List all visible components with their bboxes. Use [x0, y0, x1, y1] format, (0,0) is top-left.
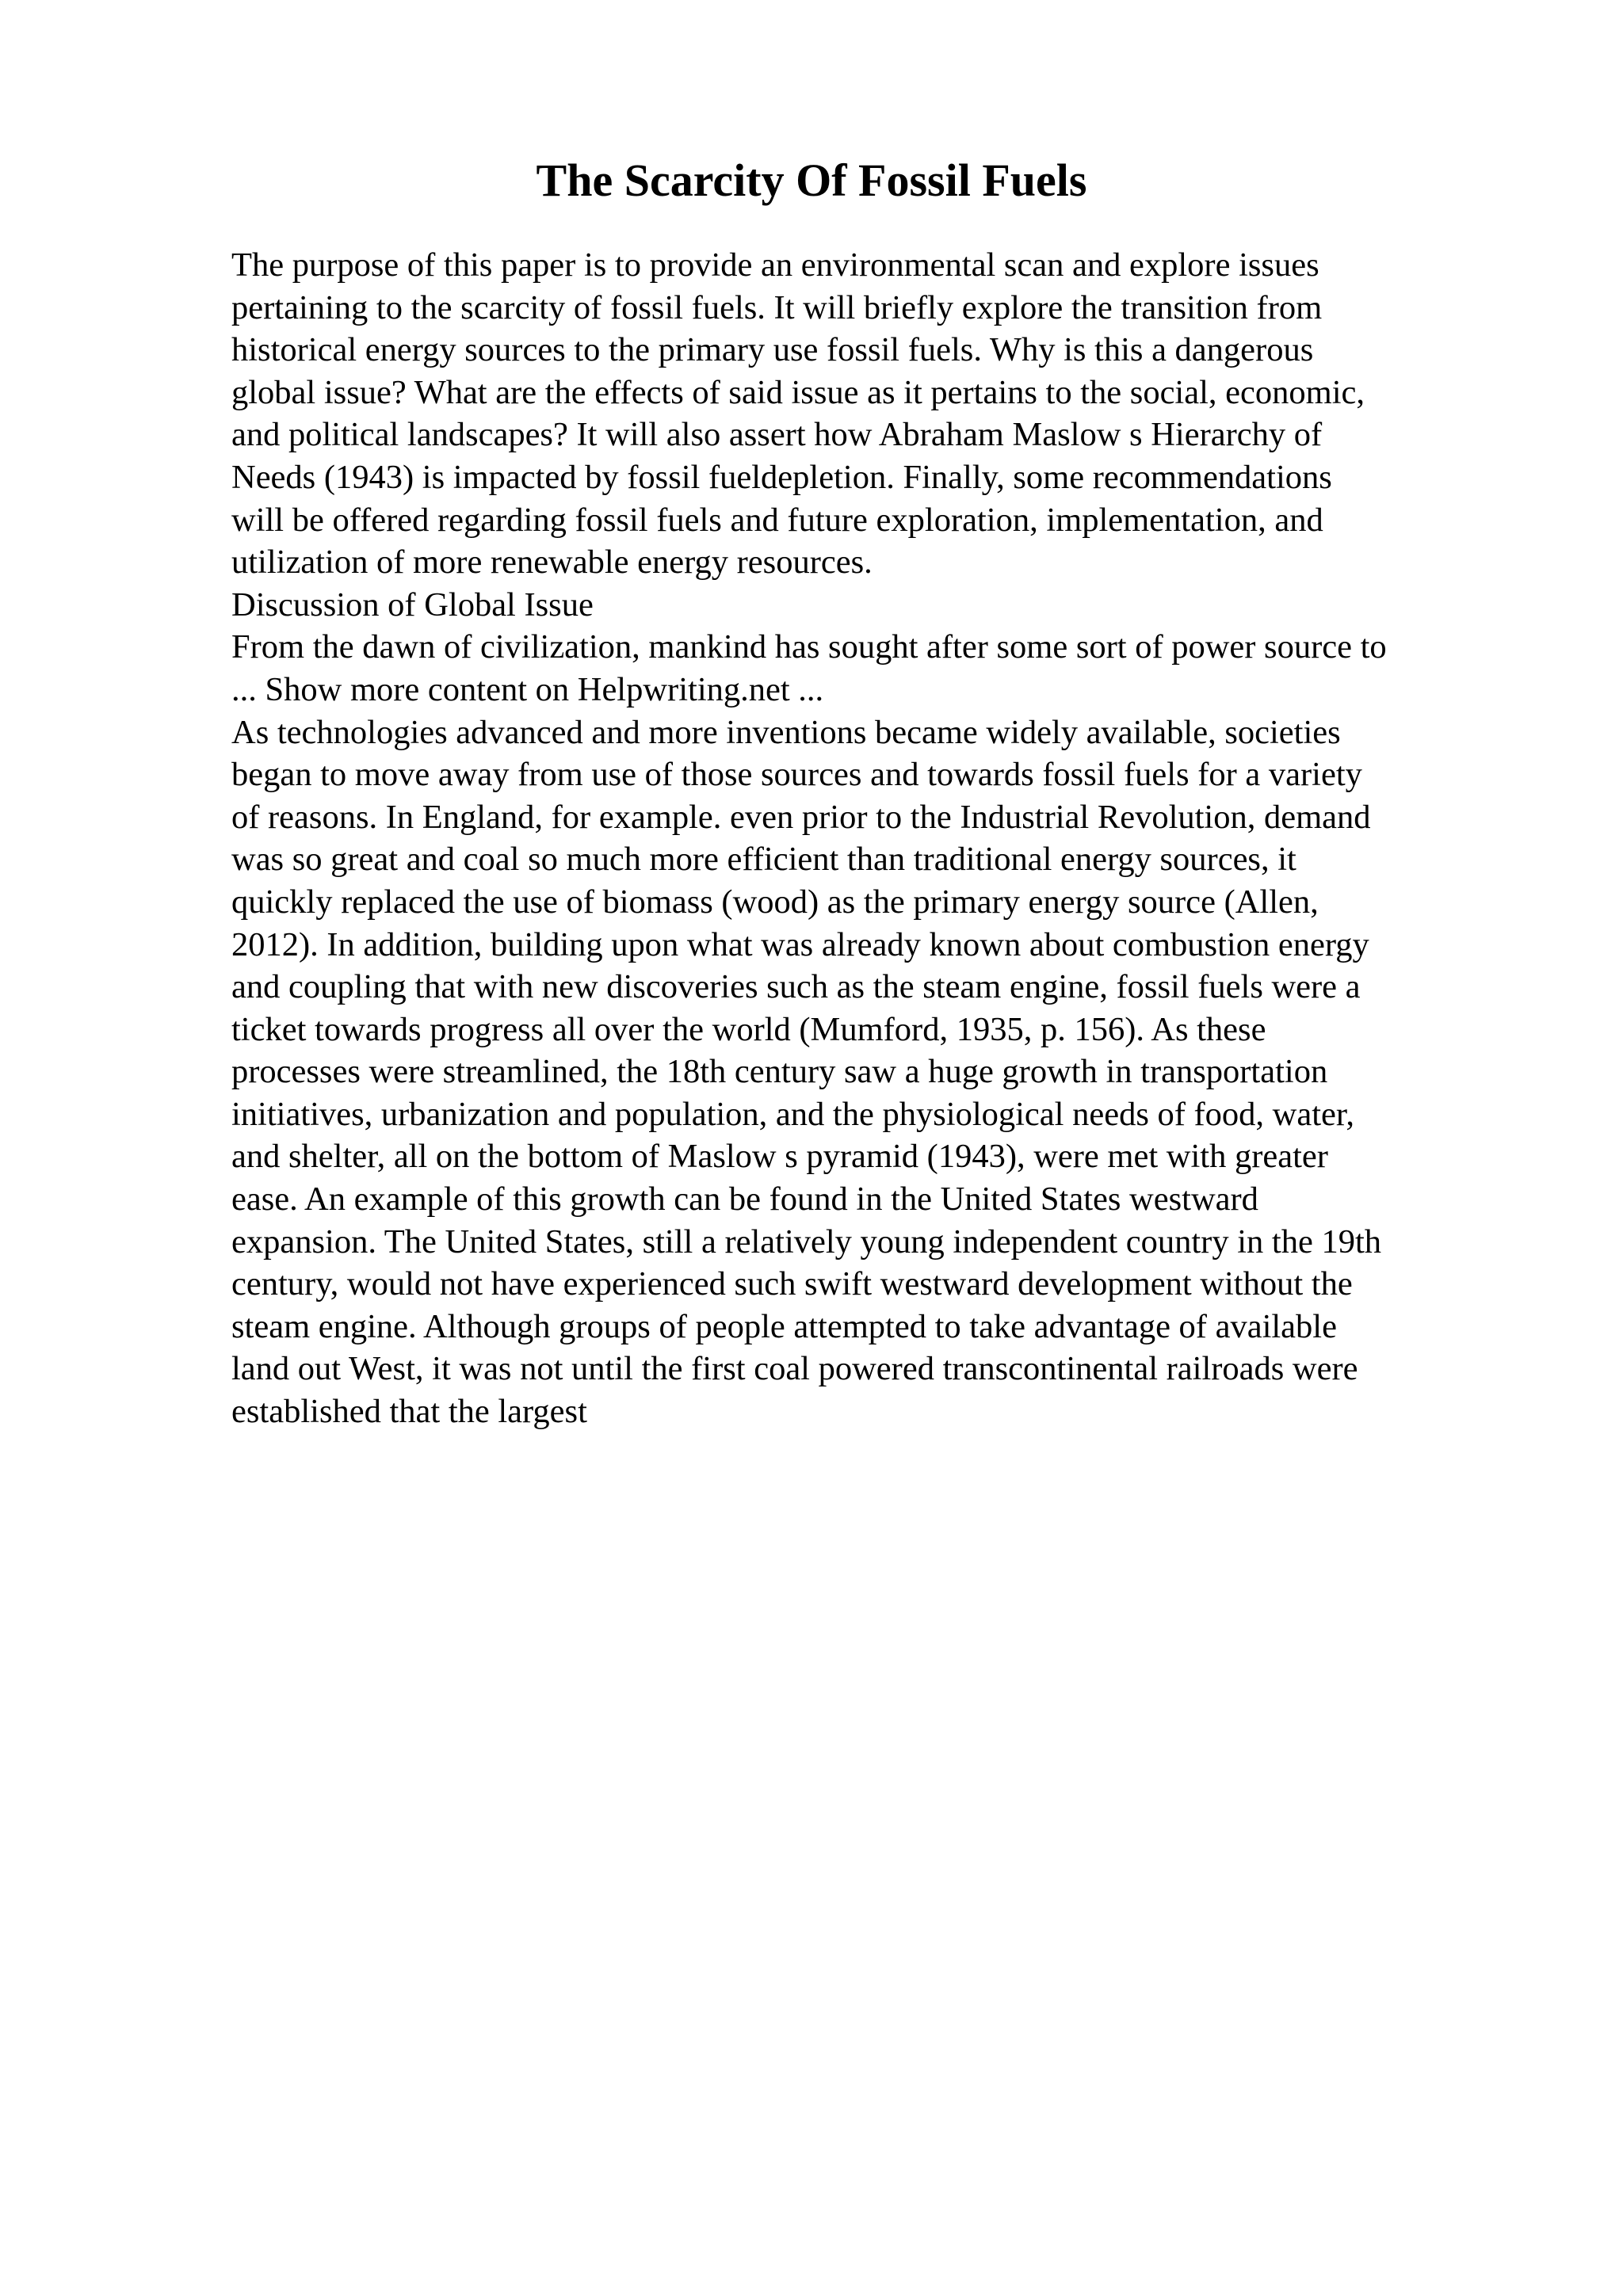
body-line: steam engine. Although groups of people attempted to take advantage of available	[231, 1307, 1337, 1345]
body-line: The purpose of this paper is to provide an environmental scan and explore issues	[231, 246, 1319, 284]
body-line: ticket towards progress all over the world (Mumford, 1935, p. 156). As these	[231, 1010, 1266, 1048]
section-heading: Discussion of Global Issue	[231, 585, 594, 624]
body-line: land out West, it was not until the first coal powered transcontinental railroads were	[231, 1350, 1358, 1388]
body-line: established that the largest	[231, 1393, 587, 1431]
body-line: of reasons. In England, for example. even prior to the Industrial Revolution, demand	[231, 798, 1371, 836]
body-line: global issue? What are the effects of said issue as it pertains to the social, economic,	[231, 373, 1365, 411]
body-line: began to move away from use of those sources and towards fossil fuels for a variety	[231, 756, 1362, 794]
body-line: As technologies advanced and more inventions became widely available, societies	[231, 713, 1341, 751]
body-line: will be offered regarding fossil fuels and future exploration, implementation, and	[231, 501, 1323, 539]
document-title: The Scarcity Of Fossil Fuels	[536, 154, 1087, 206]
body-line: historical energy sources to the primary use fossil fuels. Why is this a dangerous	[231, 331, 1314, 369]
body-line: ease. An example of this growth can be found in the United States westward	[231, 1180, 1258, 1219]
document-body	[231, 244, 1515, 1433]
show-more-notice: ... Show more content on Helpwriting.net ...	[231, 670, 824, 708]
body-line: century, would not have experienced such swift westward development without the	[231, 1265, 1353, 1303]
body-line: and political landscapes? It will also assert how Abraham Maslow s Hierarchy of	[231, 416, 1323, 454]
body-line: initiatives, urbanization and population, and the physiological needs of food, water,	[231, 1095, 1354, 1133]
body-line: 2012). In addition, building upon what was already known about combustion energy	[231, 925, 1369, 963]
body-line: quickly replaced the use of biomass (wood) as the primary energy source (Allen,	[231, 883, 1319, 921]
body-line: utilization of more renewable energy resources.	[231, 543, 873, 582]
body-line: and shelter, all on the bottom of Maslow s pyramid (1943), were met with greater	[231, 1138, 1328, 1176]
body-line: expansion. The United States, still a relatively young independent country in the 19th	[231, 1222, 1381, 1261]
body-line: From the dawn of civilization, mankind has sought after some sort of power source to	[231, 628, 1387, 666]
body-line: pertaining to the scarcity of fossil fuels. It will briefly explore the transition from	[231, 288, 1323, 326]
body-line: and coupling that with new discoveries such as the steam engine, fossil fuels were a	[231, 968, 1361, 1006]
body-line: was so great and coal so much more efficient than traditional energy sources, it	[231, 841, 1296, 879]
body-line: processes were streamlined, the 18th century saw a huge growth in transportation	[231, 1053, 1328, 1091]
body-line: Needs (1943) is impacted by fossil fueldepletion. Finally, some recommendations	[231, 458, 1332, 496]
